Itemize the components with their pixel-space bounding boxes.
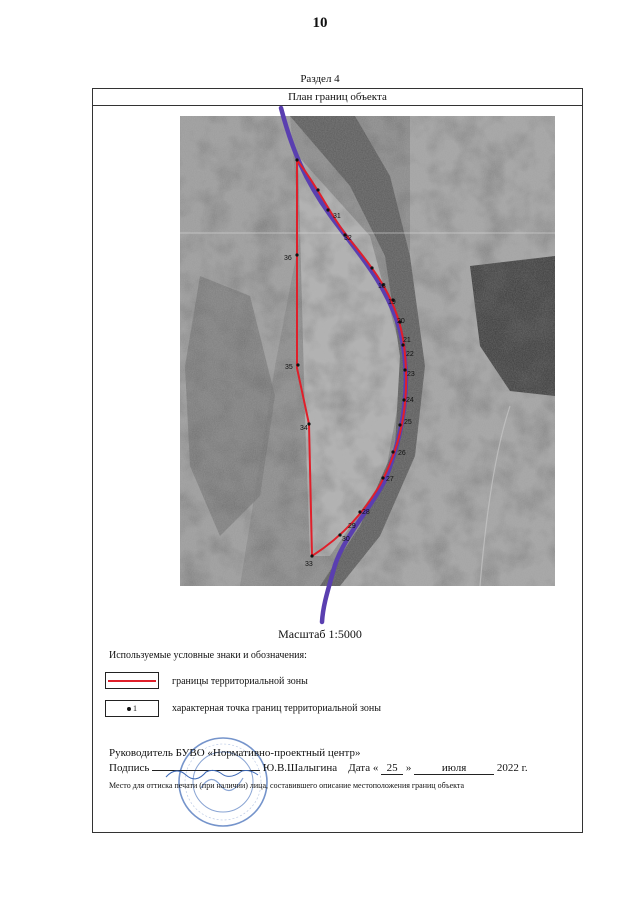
point-label: 27: [386, 476, 394, 483]
point-label: 29: [348, 523, 356, 530]
point-label: 33: [305, 561, 313, 568]
legend-point-symbol: [105, 700, 159, 717]
zone-boundary: [297, 160, 406, 556]
point-label: 28: [362, 509, 370, 516]
point-label: 25: [404, 419, 412, 426]
point-label: 31: [333, 213, 341, 220]
legend-title: Используемые условные знаки и обозначения:: [109, 650, 307, 661]
point-label: 24: [406, 397, 414, 404]
plan-header: План границ объекта: [93, 89, 582, 106]
signer-name: Ю.В.Шалыгина: [262, 762, 338, 774]
legend-line-symbol: [105, 672, 159, 689]
point-labels: [284, 213, 415, 568]
point-label: 30: [342, 536, 350, 543]
point-label: 22: [406, 351, 414, 358]
date-year: 2022 г.: [496, 762, 528, 774]
point-label: 21: [403, 337, 411, 344]
boundary-points: [295, 158, 406, 557]
date-day: 25: [381, 762, 403, 775]
point-label: 36: [284, 255, 292, 262]
point-label: 23: [407, 371, 415, 378]
page-number: 10: [312, 15, 328, 31]
handwritten-signature-icon: [162, 766, 262, 780]
stamp-place-note: Место для оттиска печати (при наличии) лица, составившего описание местоположения границ объекта: [109, 781, 465, 790]
signature-row: [109, 762, 528, 775]
date-separator: »: [405, 762, 412, 774]
point-label: 19: [388, 299, 396, 306]
point-label: 26: [398, 450, 406, 457]
date-month: июля: [414, 762, 494, 775]
red-line-icon: [108, 680, 156, 682]
head-of-organization: Руководитель БУВО «Нормативно-проектный центр»: [109, 747, 361, 759]
date-label: Дата «: [348, 762, 379, 774]
river-line: [281, 108, 406, 622]
section-title: Раздел 4: [300, 73, 340, 85]
map-scale: Масштаб 1:5000: [278, 627, 362, 641]
point-label: 34: [300, 425, 308, 432]
point-dot-icon: [127, 707, 131, 711]
signature-field: [152, 770, 260, 771]
point-symbol-number: 1: [133, 704, 137, 713]
legend-point-label: характерная точка границ территориальной зоны: [172, 703, 381, 714]
point-label: 18: [378, 283, 386, 290]
legend-line-label: границы территориальной зоны: [172, 676, 308, 687]
signature-label: Подпись: [109, 762, 150, 774]
point-label: 20: [397, 318, 405, 325]
point-label: 35: [285, 364, 293, 371]
point-label: 32: [344, 235, 352, 242]
